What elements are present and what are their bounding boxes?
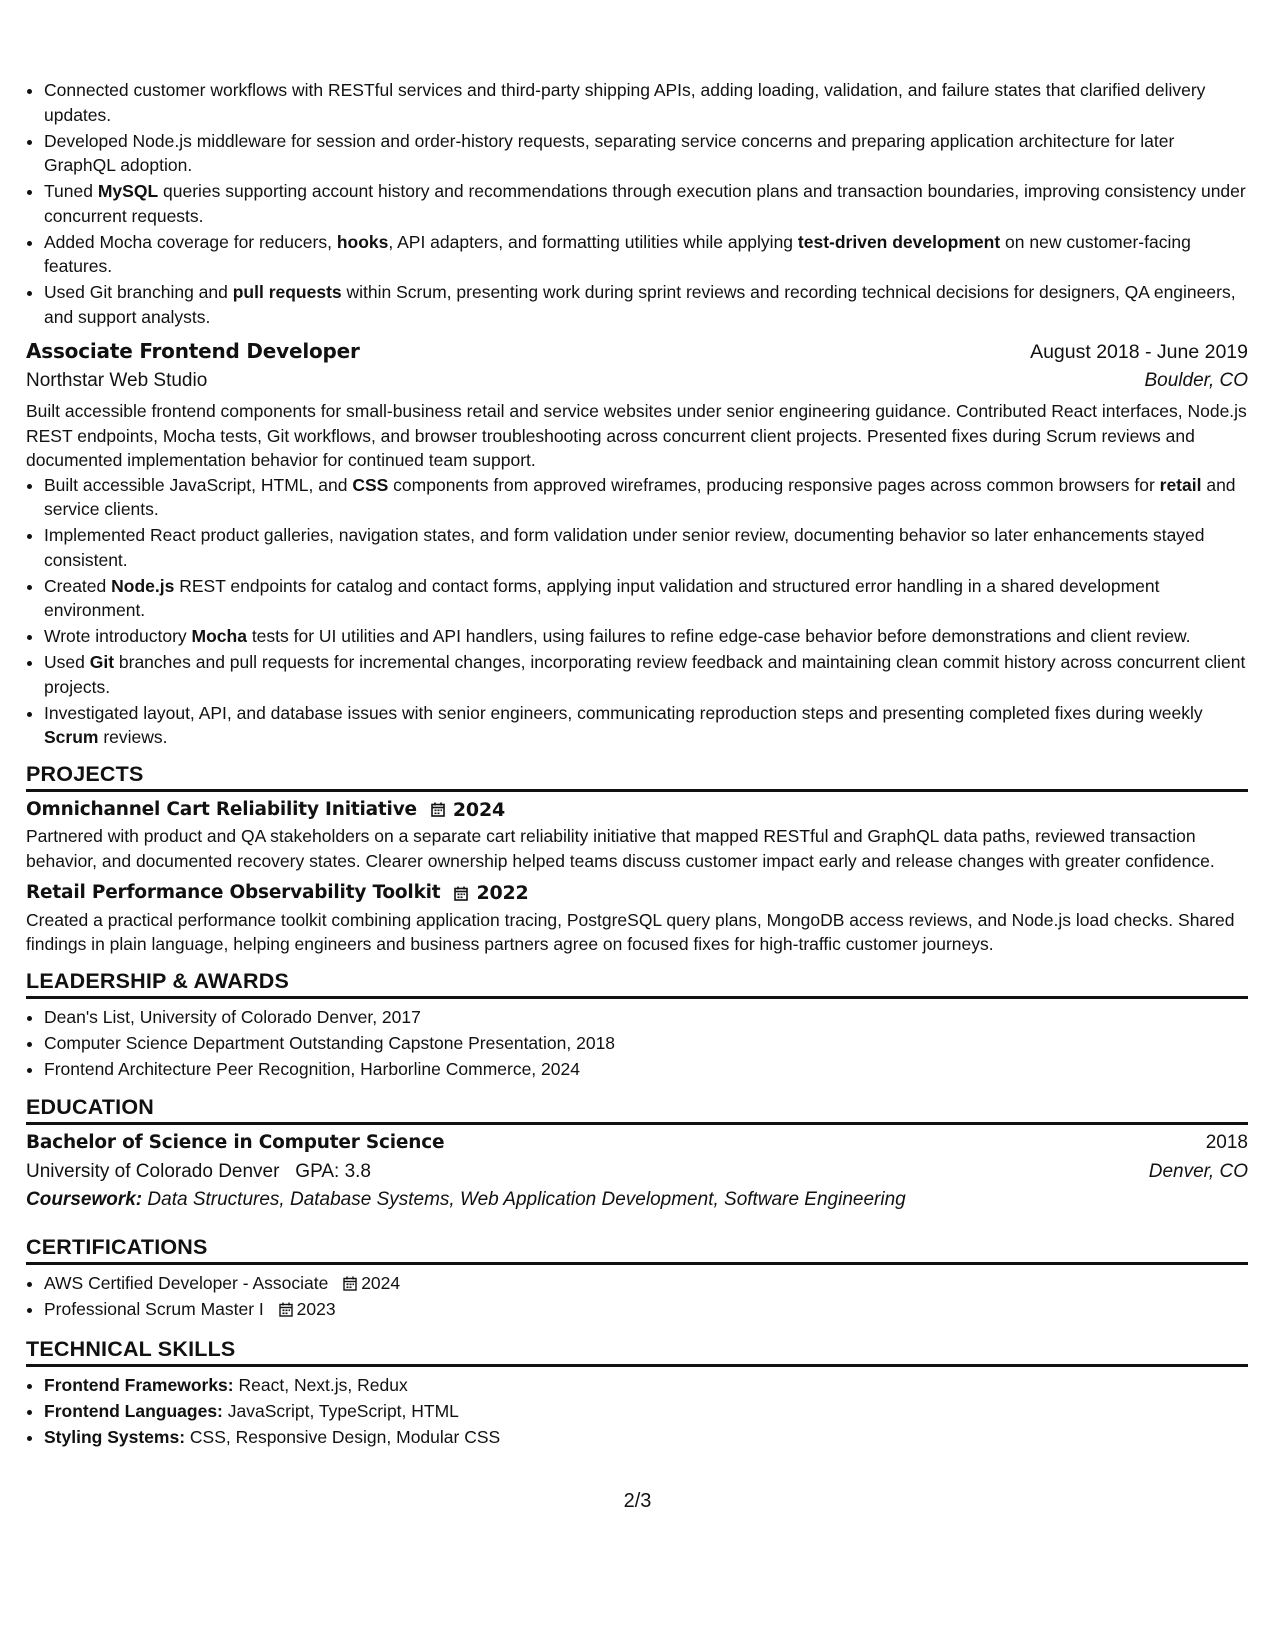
list-item [44,1373,1248,1398]
text-run: reviews. [98,727,168,747]
text-run: Wrote introductory [44,626,192,646]
text-run: REST endpoints for catalog and contact forms, applying input validation and structured error handling in a shared development environment. [44,575,1160,620]
role-company: Northstar Web Studio [26,369,208,391]
projects-section [26,760,1248,957]
cert-name: AWS Certified Developer - Associate [44,1272,329,1293]
project-year: 2022 [476,882,529,904]
text-run: Implemented React product galleries, navigation states, and form validation under senior review, documenting behavior so later enhancements stayed consistent. [44,525,1205,570]
project-item [26,881,1248,957]
text-run: and service clients. [44,474,1236,519]
role-summary: Built accessible frontend components for small-business retail and service websites under senior engineering guidance. Contributed React interfaces, Node.js REST endpoints, Mocha tests, Git workflows, and browser troubleshooting across concurrent client projects. Presented fixes during Scrum reviews and documented implementation behavior for continued team support. [26,401,1247,470]
role-location: Boulder, CO [1144,369,1248,391]
list-item [44,1297,1248,1322]
calendar-icon [431,802,445,817]
list-item [44,129,1248,178]
role-dates: August 2018 - June 2019 [1030,341,1248,363]
certifications-section [26,1233,1248,1322]
text-run: , API adapters, and formatting utilities while applying [388,231,798,252]
skill-value: CSS, Responsive Design, Modular CSS [189,1427,501,1447]
graduation-year: 2018 [1205,1132,1248,1153]
bold-text: retail [1159,474,1202,495]
bold-text: Mocha [191,626,247,646]
text-run: queries supporting account history and recommendations through execution plans and transaction boundaries, improving consistency under concurrent requests. [44,181,1246,226]
project-description: Partnered with product and QA stakeholders on a separate cart reliability initiative that mapped RESTful and GraphQL data paths, reviewed transaction behavior, and documented recovery states. Clearer ownership helped teams discuss customer impact early and release changes with greater confidence. [26,826,1215,871]
coursework-label: Coursework: [26,1189,143,1210]
project-item [26,798,1248,874]
skill-value: JavaScript, TypeScript, HTML [227,1401,459,1421]
school-name: University of Colorado Denver [26,1160,280,1182]
list-item [44,523,1248,572]
skill-label: Frontend Languages: [44,1401,223,1421]
list-item: • Computer Science Department Outstanding Capstone Presentation, 2018 [44,1031,1248,1056]
cert-name: Professional Scrum Master I [44,1298,264,1319]
section-heading: CERTIFICATIONS [26,1233,1248,1265]
coursework [26,1188,1248,1213]
role-title: Associate Frontend Developer [26,339,360,363]
list-item [44,1271,1248,1296]
education-section [26,1093,1248,1213]
skill-label: Frontend Frameworks: [44,1375,234,1395]
calendar-icon [454,886,468,901]
role-bullets [26,473,1248,750]
skill-value: React, Next.js, Redux [238,1375,408,1395]
list-item: • Dean's List, University of Colorado Denver, 2017 [44,1005,1248,1030]
degree: Bachelor of Science in Computer Science [26,1132,445,1153]
text-run: Added Mocha coverage for reducers, [44,231,337,252]
list-item [44,1425,1248,1450]
list-item [44,624,1248,649]
skill-label: Styling Systems: [44,1427,186,1447]
bold-text: Scrum [44,727,99,747]
text-run: Investigated layout, API, and database issues with senior engineers, communicating reproduction steps and presenting completed fixes during weekly [44,702,1203,723]
text-run: on new customer-facing features. [44,231,1191,276]
school-location: Denver, CO [1148,1160,1248,1182]
skills-section [26,1335,1248,1450]
section-heading: LEADERSHIP & AWARDS [26,967,1248,999]
list-item: • Frontend Architecture Peer Recognition, Harborline Commerce, 2024 [44,1057,1248,1082]
text-run: Developed Node.js middleware for session and order-history requests, separating service concerns and preparing application architecture for later GraphQL adoption. [44,130,1175,175]
cert-year: 2023 [296,1298,336,1319]
project-description: Created a practical performance toolkit combining application tracing, PostgreSQL query plans, MongoDB access reviews, and Node.js load checks. Shared findings in plain language, helping engineers and business partners agree on focused fixes for high-traffic customer journeys. [26,909,1235,954]
experience-bullets-continued [26,78,1248,329]
text-run: Used [44,652,90,672]
list-item [44,230,1248,279]
bold-text: Node.js [111,575,175,596]
text-run: Tuned [44,181,98,201]
experience-role [26,339,1248,750]
text-run: within Scrum, presenting work during sprint reviews and recording technical decisions for designers, QA engineers, and support analysts. [44,282,1236,327]
cert-year: 2024 [361,1272,401,1293]
text-run: components from approved wireframes, producing responsive pages across common browsers for [388,474,1160,495]
list-item [44,574,1248,623]
list-item [44,280,1248,329]
section-heading: TECHNICAL SKILLS [26,1335,1248,1367]
list-item [44,179,1248,228]
project-title: Omnichannel Cart Reliability Initiative [26,798,417,820]
bold-text: test-driven development [797,231,1001,252]
bold-text: hooks [336,231,389,252]
bold-text: pull requests [232,282,342,302]
section-heading: EDUCATION [26,1093,1248,1125]
section-heading: PROJECTS [26,760,1248,792]
text-run: tests for UI utilities and API handlers, using failures to refine edge-case behavior before demonstrations and client review. [246,626,1191,646]
list-item [44,473,1248,522]
calendar-icon [279,1302,293,1317]
bold-text: CSS [352,474,389,495]
text-run: Built accessible JavaScript, HTML, and [44,474,353,495]
leadership-section [26,967,1248,1082]
list-item [44,1399,1248,1424]
coursework-list: Data Structures, Database Systems, Web Application Development, Software Engineering [147,1189,906,1210]
calendar-icon [343,1276,357,1291]
text-run: Used Git branching and [44,282,233,302]
project-title: Retail Performance Observability Toolkit [26,882,441,903]
text-run: Connected customer workflows with RESTful services and third-party shipping APIs, adding loading, validation, and failure states that clarified delivery updates. [44,80,1206,125]
page-number: 2/3 [623,1490,652,1512]
list-item [44,701,1248,750]
list-item [44,650,1248,699]
project-year: 2024 [452,798,505,821]
resume-page [26,78,1248,1451]
gpa: GPA: 3.8 [295,1160,371,1182]
text-run: branches and pull requests for incremental changes, incorporating review feedback and maintaining clean commit history across concurrent client projects. [44,652,1246,697]
bold-text: MySQL [97,181,159,201]
text-run: Created [44,575,112,596]
list-item [44,78,1248,127]
bold-text: Git [89,652,115,672]
